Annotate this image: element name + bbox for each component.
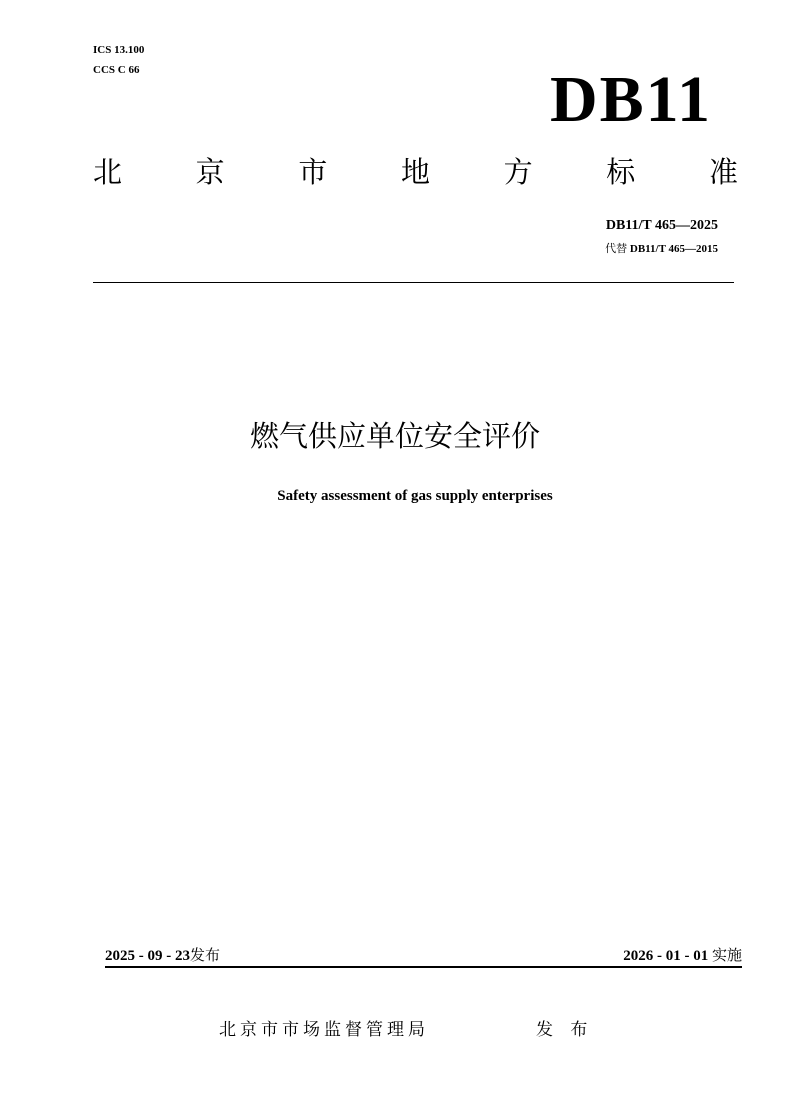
release-label: 发布: [190, 946, 221, 964]
footer-divider: [105, 966, 742, 968]
standard-type-char: 标: [606, 155, 636, 189]
standard-type-heading: [93, 152, 738, 192]
ccs-code: CCS C 66: [93, 64, 140, 76]
standard-type-char: 市: [298, 155, 328, 189]
replaces-number: DB11/T 465—2015: [629, 243, 718, 255]
issuer-name: 北京市市场监督管理局: [219, 1020, 429, 1040]
standard-type-char: 京: [195, 155, 225, 189]
standard-type-char: 准: [708, 155, 738, 189]
classification-codes: [93, 40, 144, 80]
release-date: 2025 - 09 - 23: [105, 948, 190, 964]
title-chinese: 燃气供应单位安全评价: [249, 419, 540, 453]
implement-date: 2026 - 01 - 01: [623, 948, 709, 964]
standard-type-char: 北: [93, 155, 123, 189]
header-divider: [93, 282, 734, 283]
replaces-line: [605, 240, 718, 258]
implement-date-line: [623, 944, 742, 967]
release-date-line: [105, 944, 220, 967]
title-english: Safety assessment of gas supply enterprises: [277, 488, 553, 504]
replaces-label: 代替: [605, 242, 628, 255]
standard-number: DB11/T 465—2025: [605, 218, 718, 233]
implement-label: 实施: [711, 946, 742, 964]
standard-type-char: 地: [400, 155, 430, 189]
standard-type-char: 方: [503, 155, 533, 189]
ics-code: ICS 13.100: [93, 44, 145, 56]
db-mark: DB11: [549, 63, 712, 136]
issue-verb: 发 布: [536, 1020, 594, 1040]
